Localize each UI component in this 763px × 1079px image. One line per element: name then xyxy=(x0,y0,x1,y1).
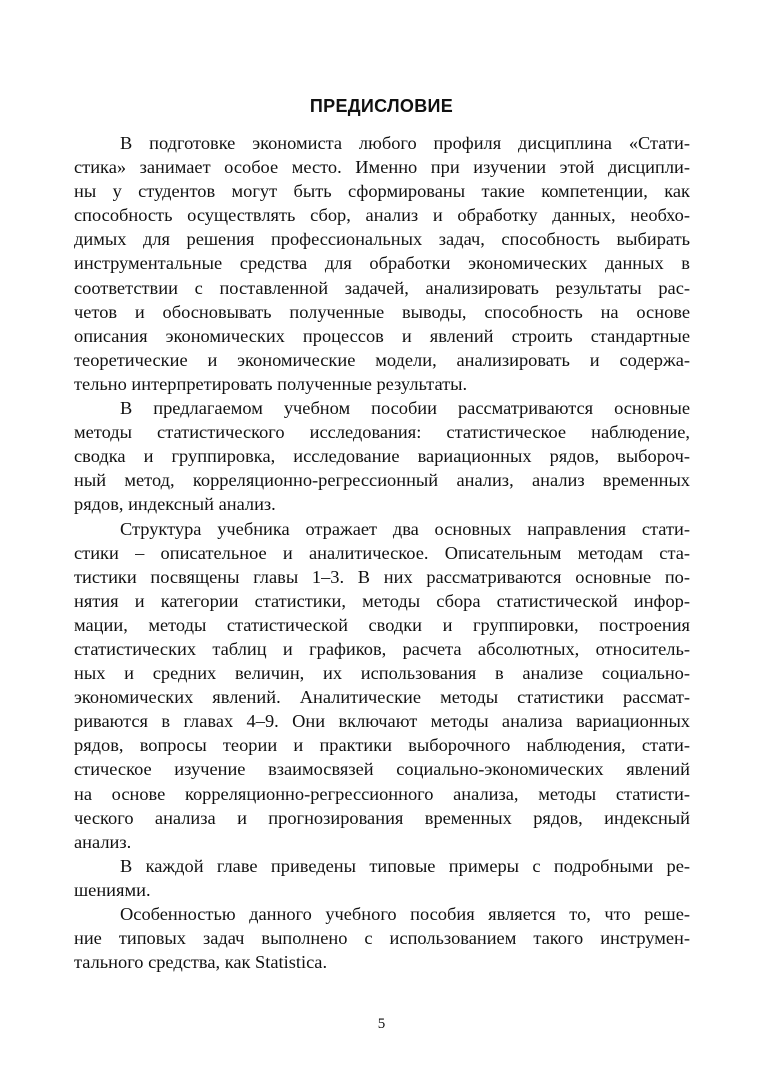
paragraph-line: стическое изучение взаимосвязей социально-экономических явлений xyxy=(74,759,690,780)
paragraph-line: рядов, вопросы теории и практики выборочного наблюдения, стати- xyxy=(74,735,690,756)
paragraph-line: ный метод, корреляционно-регрессионный анализ, анализ временных xyxy=(74,470,690,491)
paragraph-line: Особенностью данного учебного пособия является то, что реше- xyxy=(120,904,690,924)
page-title: ПРЕДИСЛОВИЕ xyxy=(309,96,454,116)
paragraph-line: сводка и группировка, исследование вариационных рядов, выбороч- xyxy=(74,446,690,467)
paragraph-line: В подготовке экономиста любого профиля дисциплина «Стати- xyxy=(120,133,690,153)
paragraph-line: методы статистического исследования: статистическое наблюдение, xyxy=(74,422,690,443)
paragraph-line: описания экономических процессов и явлений строить стандартные xyxy=(74,325,690,346)
paragraph-line: соответствии с поставленной задачей, анализировать результаты рас- xyxy=(74,277,690,298)
paragraph-line: ние типовых задач выполнено с использованием такого инструмен- xyxy=(74,928,690,949)
paragraph-line: В предлагаемом учебном пособии рассматриваются основные xyxy=(120,398,690,419)
paragraph-line: стики – описательное и аналитическое. Описательным методам ста- xyxy=(74,542,690,563)
paragraph-line: нятия и категории статистики, методы сбора статистической инфор- xyxy=(74,590,690,611)
paragraph-line: В каждой главе приведены типовые примеры с подробными ре- xyxy=(120,855,690,876)
paragraph-line: тельно интерпретировать полученные результаты. xyxy=(74,373,468,394)
paragraph-line: четов и обосновывать полученные выводы, способность на основе xyxy=(74,301,690,322)
paragraph-line: шениями. xyxy=(74,879,151,900)
page-number: 5 xyxy=(377,1016,386,1032)
paragraph-line: Структура учебника отражает два основных направления стати- xyxy=(120,518,690,539)
paragraph-line: риваются в главах 4–9. Они включают методы анализа вариационных xyxy=(74,711,690,732)
paragraph-line: статистических таблиц и графиков, расчета абсолютных, относитель- xyxy=(74,638,690,659)
paragraph-line: тального средства, как Statistica. xyxy=(74,952,328,973)
paragraph-line: ны у студентов могут быть сформированы такие компетенции, как xyxy=(74,181,690,202)
preface-body xyxy=(74,131,690,974)
paragraph-line: теоретические и экономические модели, анализировать и содержа- xyxy=(74,349,690,370)
paragraph-line: стика» занимает особое место. Именно при изучении этой дисципли- xyxy=(74,157,690,178)
paragraph-line: анализ. xyxy=(74,831,132,852)
paragraph-line: способность осуществлять сбор, анализ и обработку данных, необхо- xyxy=(74,205,690,226)
paragraph-line: рядов, индексный анализ. xyxy=(74,494,276,515)
paragraph-line: димых для решения профессиональных задач, способность выбирать xyxy=(74,229,690,250)
paragraph-line: мации, методы статистической сводки и группировки, построения xyxy=(74,614,690,635)
paragraph-line: на основе корреляционно-регрессионного анализа, методы статисти- xyxy=(74,783,690,804)
paragraph-line: ных и средних величин, их использования в анализе социально- xyxy=(74,663,690,684)
paragraph-line: экономических явлений. Аналитические методы статистики рассмат- xyxy=(74,687,690,708)
paragraph-line: инструментальные средства для обработки экономических данных в xyxy=(74,253,690,274)
paragraph-line: тистики посвящены главы 1–3. В них рассматриваются основные по- xyxy=(74,566,690,587)
paragraph-line: ческого анализа и прогнозирования временных рядов, индексный xyxy=(74,807,690,828)
